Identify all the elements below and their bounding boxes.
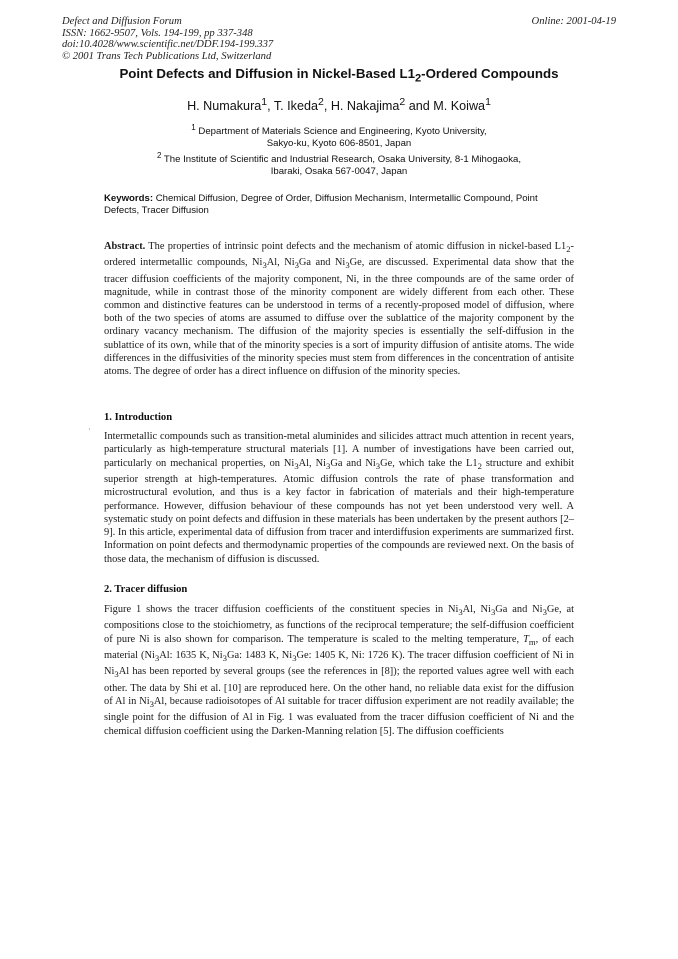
title-subscript: 2 xyxy=(414,72,422,85)
subscript: 3 xyxy=(292,653,297,664)
italic-symbol: T xyxy=(523,633,529,645)
subscript: 3 xyxy=(325,460,331,471)
body-text: , of each material (Ni xyxy=(104,633,574,662)
subscript: 3 xyxy=(114,669,119,680)
online-date: Online: 2001-04-19 xyxy=(531,16,616,27)
abstract-text: Al, Ni xyxy=(266,257,295,269)
subscript: 3 xyxy=(294,260,299,271)
keywords-text: Chemical Diffusion, Degree of Order, Diffusion Mechanism, Intermetallic Compound, Point Defects, Tracer Diffusion xyxy=(104,193,538,217)
title-text-end: -Ordered Compounds xyxy=(421,66,559,81)
subscript: m xyxy=(528,636,536,647)
abstract-text: The properties of intrinsic point defects and the mechanism of atomic diffusion in nickel-based L1 xyxy=(145,241,567,252)
subscript: 3 xyxy=(542,607,547,618)
author-name: , H. Nakajima xyxy=(323,99,400,114)
section-heading-tracer-diffusion: 2. Tracer diffusion xyxy=(104,584,188,595)
abstract-text: Ge, are discussed. Experimental data show that the tracer diffusion coefficients of the majority component, Ni, in the three compounds are of the same order of magnitude, while in contrast those of the minority component are widely different from each other. These common and distinctive features can be understood in terms of a recently-proposed model of diffusion, where both of the two species of atoms are assumed to diffuse over the sublattice of the majority component by the ordinary vacancy mechanism. The diffusion of the majority species is essentially the self-diffusion in the sublattice of its own, while that of the minority species is a sort of impurity diffusion of antisite atoms. The wide differences in the diffusivities of the minority species must stem from differences in the concentration of antisite atoms. The degree of order has a direct influence on diffusion of the minority species. xyxy=(104,257,574,377)
abstract-label: Abstract. xyxy=(104,241,146,252)
affiliation-mark: 1 xyxy=(191,123,196,132)
subscript: 2 xyxy=(477,460,482,471)
abstract-text: Ga and Ni xyxy=(298,257,346,269)
author-list xyxy=(0,96,678,113)
abstract xyxy=(104,240,574,378)
affiliation-mark: 1 xyxy=(485,96,491,108)
body-text: Intermetallic compounds such as transition-metal aluminides and silicides attract much attention in recent years, particularly as high-temperature structural materials [1]. A number of investigations have been carried out, particularly on mechanical properties, on Ni xyxy=(104,431,574,469)
introduction-paragraph xyxy=(104,430,574,566)
affiliation-1 xyxy=(0,122,678,150)
subscript: 3 xyxy=(458,607,463,618)
abstract-text: -ordered intermetallic compounds, Ni xyxy=(104,241,574,269)
subscript: 3 xyxy=(154,653,160,664)
issn-line: ISSN: 1662-9507, Vols. 194-199, pp 337-348 xyxy=(62,27,253,39)
body-text: Ge, which take the L1 xyxy=(380,457,478,469)
body-text: Al: 1635 K, Ni xyxy=(159,650,223,662)
affiliation-mark: 2 xyxy=(156,151,162,160)
author-name: and M. Koiwa xyxy=(405,99,486,114)
affiliation-mark: 2 xyxy=(399,96,406,108)
body-text: Al, Ni xyxy=(298,457,326,469)
section-heading-introduction: 1. Introduction xyxy=(104,412,173,423)
subscript: 3 xyxy=(345,260,350,271)
body-text: Al, Ni xyxy=(462,604,491,615)
affiliation-text: Department of Materials Science and Engineering, Kyoto University, xyxy=(195,126,487,138)
keywords xyxy=(104,193,574,217)
author-name: , T. Ikeda xyxy=(267,99,318,114)
subscript: 3 xyxy=(375,460,381,471)
body-text: Ga: 1483 K, Ni xyxy=(227,650,293,662)
body-text: Ga and Ni xyxy=(330,457,376,469)
subscript: 3 xyxy=(222,653,227,664)
stray-mark: · xyxy=(88,425,91,434)
body-text: Ga and Ni xyxy=(495,604,543,615)
body-text: Al, because radioisotopes of Al suitable for tracer diffusion experiment are not readily available; the single point for the diffusion of Al in Fig. 1 was evaluated from the tracer diffusion coefficient of Ni and the chemical diffusion coefficient using the Darken-Manning relation [5]. The diffusion coefficients xyxy=(104,696,574,737)
author-name: H. Numakura xyxy=(187,99,262,114)
affiliation-mark: 1 xyxy=(261,96,268,108)
affiliation-text: The Institute of Scientific and Industrial Research, Osaka University, 8-1 Mihogaoka, xyxy=(161,154,522,166)
keywords-label: Keywords: xyxy=(104,193,154,204)
doi-line[interactable]: doi:10.4028/www.scientific.net/DDF.194-199.337 xyxy=(62,39,274,51)
paper-title xyxy=(0,66,678,85)
affiliation-address: Ibaraki, Osaka 567-0047, Japan xyxy=(270,166,408,178)
subscript: 3 xyxy=(294,460,299,471)
subscript: 3 xyxy=(262,260,267,271)
subscript: 3 xyxy=(490,607,496,618)
tracer-diffusion-paragraph xyxy=(104,603,574,738)
affiliation-address: Sakyo-ku, Kyoto 606-8501, Japan xyxy=(266,138,412,150)
copyright-line: © 2001 Trans Tech Publications Ltd, Switzerland xyxy=(62,50,272,62)
affiliation-2 xyxy=(0,150,678,178)
affiliation-mark: 2 xyxy=(317,96,324,108)
body-text: structure and exhibit superior strength at high-temperatures. Atomic diffusion controls the rate of phase transformation and microstructural evolution, and thus is a key factor in fabrication of materials and their high-temperature performance. However, diffusion behaviour of these compounds has not yet been understood very well. A systematic study on point defects and diffusion in these materials has been undertaken by the present authors [2–9]. In this article, experimental data of diffusion from tracer and interdiffusion experiments are summarized first. Information on point defects and thermodynamic properties of the compounds are reviewed next. On the basis of those data, the mechanism of diffusion is discussed. xyxy=(104,457,574,565)
journal-name: Defect and Diffusion Forum xyxy=(62,16,182,27)
subscript: 2 xyxy=(566,244,571,255)
subscript: 3 xyxy=(149,699,154,710)
body-text: Figure 1 shows the tracer diffusion coefficients of the constituent species in Ni xyxy=(104,604,459,615)
body-text: Ge, at compositions close to the stoichiometry, as functions of the reciprocal temperature; the self-diffusion coefficient of pure Ni is also shown for comparison. The temperature is scaled to the melting temperature, xyxy=(104,604,575,645)
body-text: Ge: 1405 K, Ni: 1726 K). The tracer diffusion coefficient of Ni in Ni xyxy=(104,650,574,678)
journal-header xyxy=(62,16,422,62)
body-text: Al has been reported by several groups (see the references in [8]); the reported values agree well with each other. The data by Shi et al. [10] are reproduced here. On the other hand, no reliable data exist for the diffusion of Al in Ni xyxy=(104,666,574,708)
title-text: Point Defects and Diffusion in Nickel-Based L1 xyxy=(119,66,415,81)
